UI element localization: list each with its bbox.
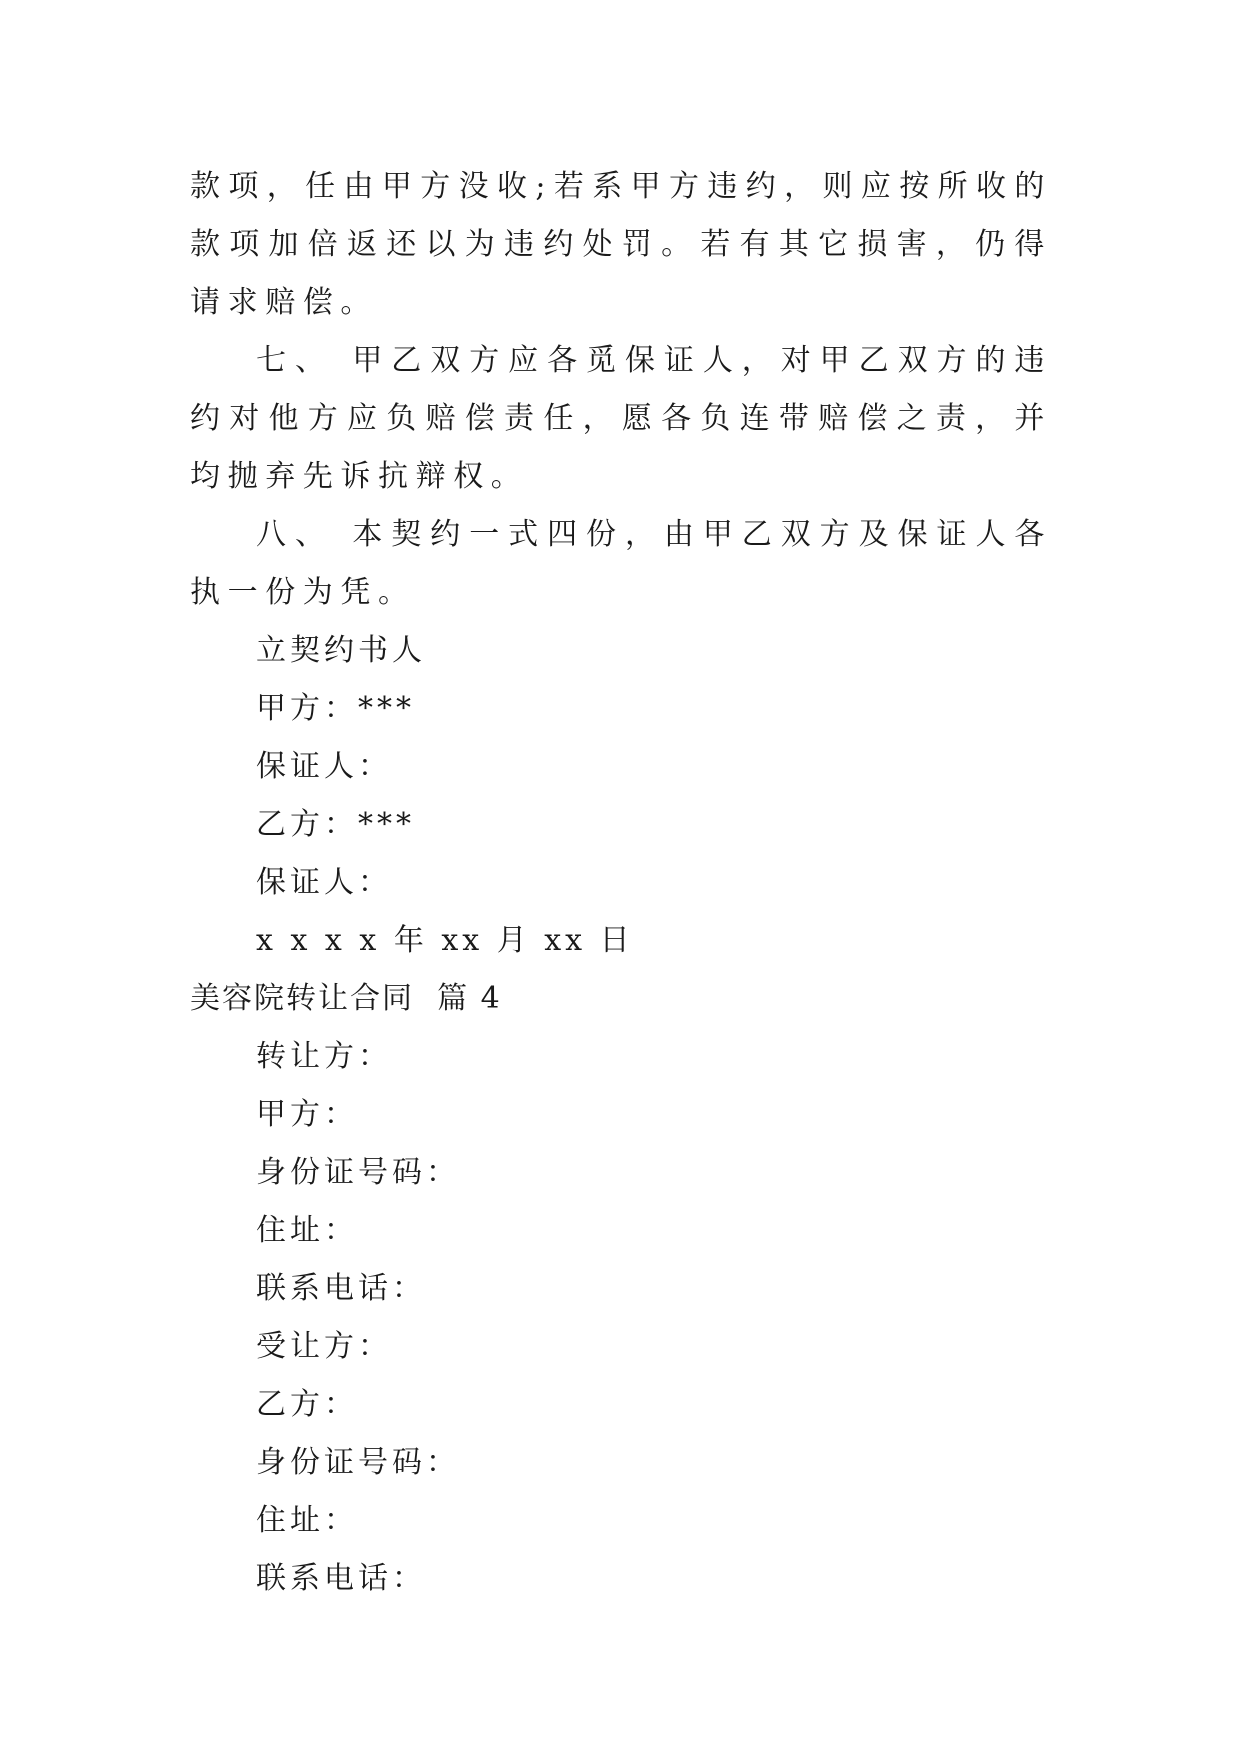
paragraph-clause-seven: 七、 甲乙双方应各觅保证人，对甲乙双方的违约对他方应负赔偿责任，愿各负连带赔偿之责，并均抛弃先诉抗辩权。 <box>190 343 1052 494</box>
guarantor-a-signature: 保证人： <box>256 749 392 784</box>
party-a-address-label: 住址： <box>256 1213 358 1248</box>
guarantor-b-signature: 保证人： <box>256 865 392 900</box>
transferee-label: 受让方： <box>256 1329 392 1364</box>
section-title: 美容院转让合同 篇 4 <box>190 981 502 1016</box>
paragraph-clause-eight: 八、 本契约一式四份，由甲乙双方及保证人各执一份为凭。 <box>190 517 1052 610</box>
party-b-address-label: 住址： <box>256 1503 358 1538</box>
party-a-id-label: 身份证号码： <box>256 1155 460 1190</box>
document-page <box>190 158 1052 1608</box>
transferor-label: 转让方： <box>256 1039 392 1074</box>
party-b-label: 乙方： <box>256 1387 358 1422</box>
party-a-label: 甲方： <box>256 1097 358 1132</box>
party-a-signature: 甲方：*** <box>256 691 415 726</box>
party-a-phone-label: 联系电话： <box>256 1271 426 1306</box>
signing-date: x x x x 年 xx 月 xx 日 <box>256 923 634 958</box>
party-b-signature: 乙方：*** <box>256 807 415 842</box>
party-b-id-label: 身份证号码： <box>256 1445 460 1480</box>
party-b-phone-label: 联系电话： <box>256 1561 426 1596</box>
signers-label: 立契约书人 <box>256 633 426 668</box>
transfer-form <box>190 1028 1052 1608</box>
paragraph-penalty: 款项，任由甲方没收;若系甲方违约，则应按所收的款项加倍返还以为违约处罚。若有其它损害，仍得请求赔偿。 <box>190 169 1052 320</box>
signature-block <box>190 622 1052 970</box>
